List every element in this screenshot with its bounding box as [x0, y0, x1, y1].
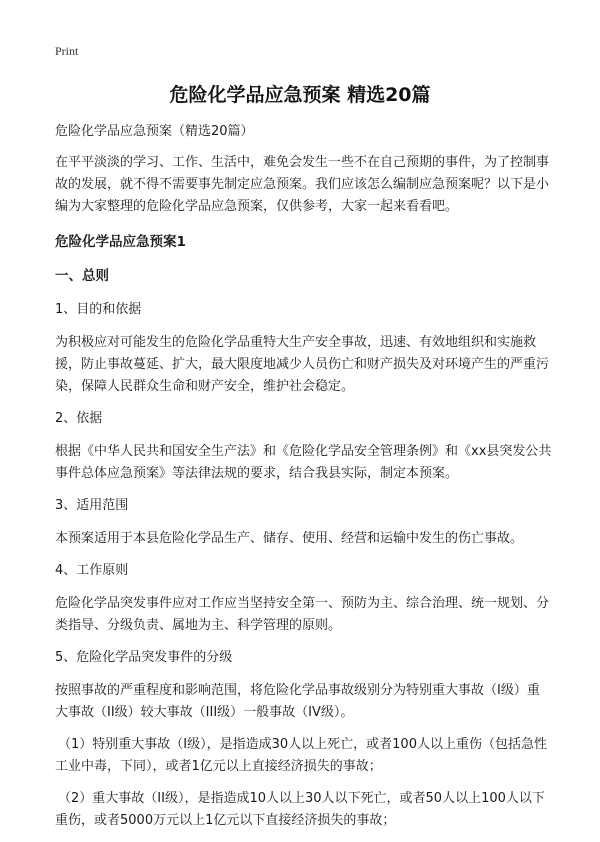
section-title: 危险化学品应急预案1 [55, 234, 186, 250]
s1-heading: 1、目的和依据 [55, 302, 142, 317]
s1-body: 为积极应对可能发生的危险化学品重特大生产安全事故，迅速、有效地组织和实施救援，防止事故蔓延、扩大，最大限度地减少人员伤亡和财产损失及对环境产生的严重污染，保障人民群众生命和财产安全，维护社会稳定。 [55, 335, 550, 394]
s3-body: 本预案适用于本县危险化学品生产、储存、使用、经营和运输中发生的伤亡事故。 [55, 531, 524, 546]
s4-heading: 4、工作原则 [55, 563, 129, 578]
s3-heading: 3、适用范围 [55, 498, 129, 513]
document-body [55, 121, 552, 842]
s2-body: 根据《中华人民共和国安全生产法》和《危险化学品安全管理条例》和《xx县突发公共事件总体应急预案》等法律法规的要求，结合我县实际，制定本预案。 [55, 444, 552, 481]
s2-heading: 2、依据 [55, 411, 103, 426]
level-2-item: （2）重大事故（II级），是指造成10人以上30人以下死亡，或者50人以上100人以下重伤，或者5000万元以上1亿元以下直接经济损失的事故； [55, 791, 545, 828]
intro-paragraph: 在平平淡淡的学习、工作、生活中，难免会发生一些不在自己预期的事件，为了控制事故的发展，就不得不需要事先制定应急预案。我们应该怎么编制应急预案呢？以下是小编为大家整理的危险化学品应急预案，仅供参考，大家一起来看看吧。 [55, 155, 550, 214]
document-subtitle: 危险化学品应急预案（精选20篇） [55, 124, 254, 139]
s5-body: 按照事故的严重程度和影响范围，将危险化学品事故级别分为特别重大事故（I级）重大事故（II级）较大事故（III级）一般事故（IV级）。 [55, 683, 540, 720]
print-label: Print [55, 44, 79, 58]
s4-body: 危险化学品突发事件应对工作应当坚持安全第一、预防为主、综合治理、统一规划、分类指导、分级负责、属地为主、科学管理的原则。 [55, 596, 550, 633]
s5-heading: 5、危险化学品突发事件的分级 [55, 650, 233, 665]
chapter-heading: 一、总则 [55, 268, 109, 284]
level-1-item: （1）特别重大事故（I级），是指造成30人以上死亡，或者100人以上重伤（包括急性工业中毒，下同），或者1亿元以上直接经济损失的事故； [55, 737, 547, 774]
document-title: 危险化学品应急预案 精选20篇 [169, 84, 431, 106]
